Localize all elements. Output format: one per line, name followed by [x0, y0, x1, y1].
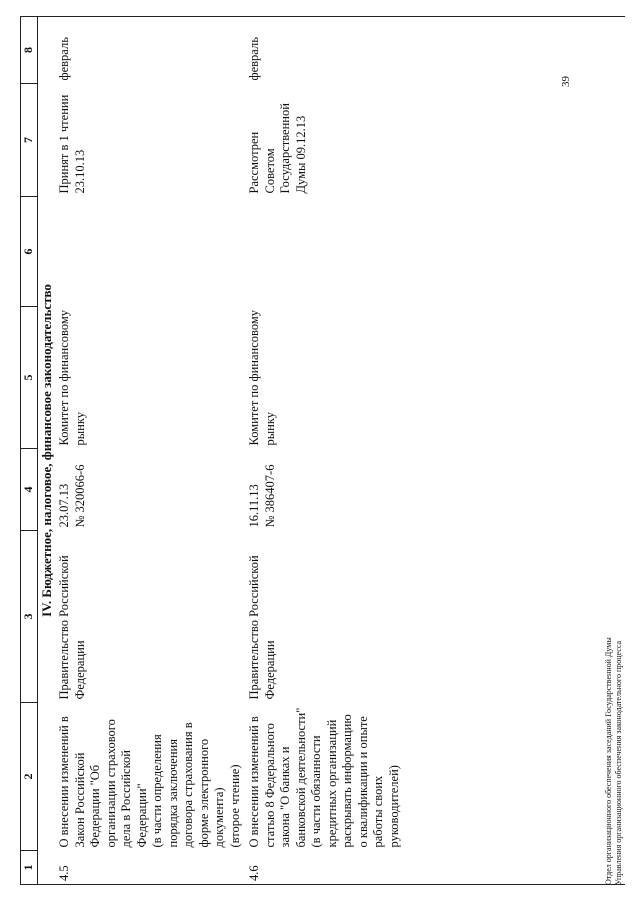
col-header-8: 8 [21, 17, 38, 84]
col-header-4: 4 [21, 449, 38, 531]
page-footer [604, 637, 624, 885]
col6-cell [55, 197, 243, 307]
bill-status: Рассмотрен Советом Государственной Думы 09.12.13 [247, 103, 308, 194]
footer-line-2: Управления организационного обеспечения законодательного процесса [614, 640, 623, 885]
col-header-6: 6 [21, 197, 38, 307]
bill-initiator: Правительство Российской Федерации [57, 555, 87, 700]
bill-title: О внесении изменений в Закон Российской Федерации "Об организации страхового дела в Российской Федерации" (в части определения порядка заключения договора страхования в форме электронного документа) (второе чтение) [57, 716, 242, 848]
col6-cell [243, 197, 625, 307]
page-number: 39 [560, 76, 572, 87]
header-row [21, 17, 38, 885]
bill-registration [55, 449, 243, 531]
section-row [38, 17, 56, 885]
responsible-committee: Комитет по финансовому рынку [247, 310, 277, 446]
legislation-plan-table [20, 16, 625, 885]
col-header-2: 2 [21, 703, 38, 851]
col-header-5: 5 [21, 307, 38, 449]
responsible-committee: Комитет по финансовому рынку [57, 310, 87, 446]
bill-number: № 386407-6 [262, 464, 277, 528]
registration-date: 23.07.13 [57, 483, 71, 528]
col-header-3: 3 [21, 531, 38, 703]
row-number: 4.6 [243, 851, 625, 885]
footer-line-1: Отдел организационного обеспечения заседаний Государственной Думы [604, 637, 613, 885]
bill-number: № 320066-6 [72, 464, 87, 528]
section-title: IV. Бюджетное, налоговое, финансовое законодательство [38, 17, 56, 885]
bill-initiator: Правительство Российской Федерации [247, 555, 277, 700]
col-header-1: 1 [21, 851, 38, 885]
row-number: 4.5 [55, 851, 243, 885]
col-header-7: 7 [21, 84, 38, 197]
planned-month: февраль [243, 17, 625, 84]
registration-date: 16.11.13 [247, 484, 261, 528]
table-row [55, 17, 243, 885]
bill-status: Принят в 1 чтении 23.10.13 [57, 94, 87, 194]
table-row [243, 17, 625, 885]
bill-title: О внесении изменений в статью 8 Федерального закона "О банках и банковской деятельности" (в части обязанности кредитных организаций раскрывать информацию о квалификации и опыте работы своих руководителей) [247, 707, 401, 848]
planned-month: февраль [55, 17, 243, 84]
bill-registration [243, 449, 625, 531]
